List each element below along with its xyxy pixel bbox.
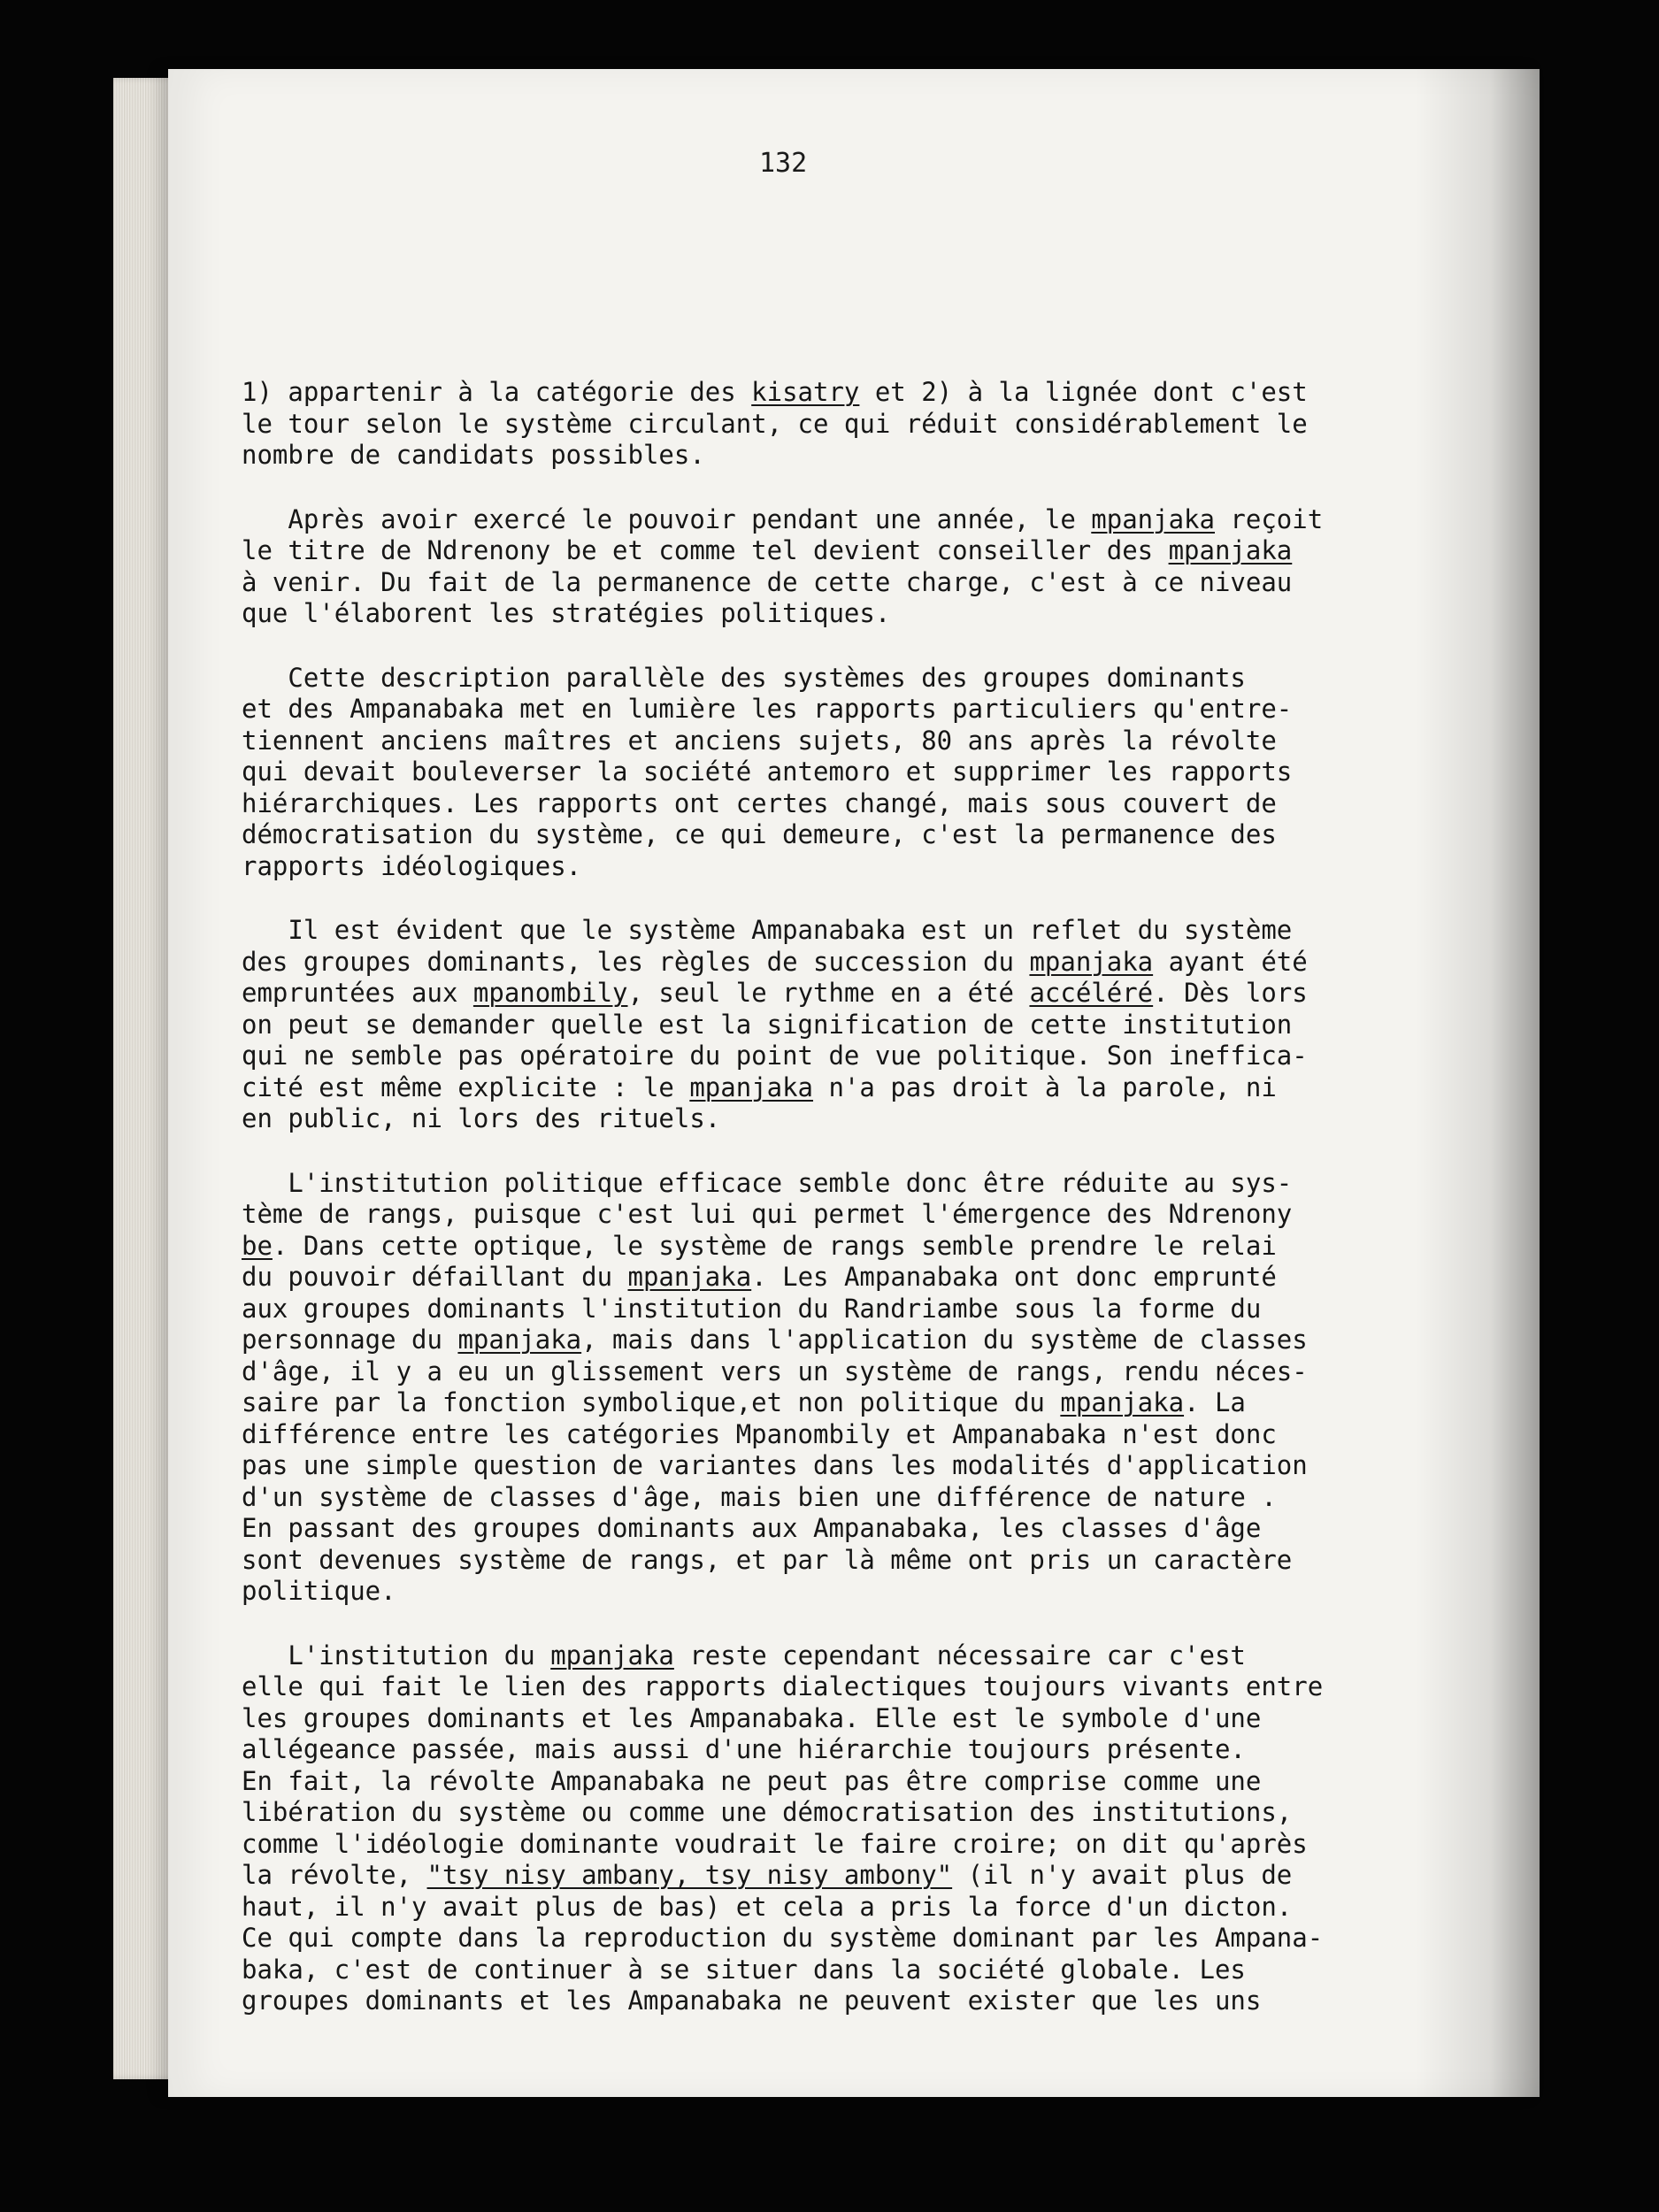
text-line [242,1829,1516,1861]
text-segment: qui devait bouleverser la société antemoro et supprimer les rapports [242,757,1293,787]
text-segment: reste cependant nécessaire car c'est [673,1640,1246,1671]
text-segment: Cette description parallèle des systèmes des groupes dominants [242,662,1246,693]
text-line [242,851,1516,883]
text-line [242,1419,1516,1451]
underlined-term: mpanjaka [627,1262,752,1292]
paragraph [242,1168,1516,1608]
text-segment: L'institution politique efficace semble donc être réduite au sys- [242,1167,1293,1198]
paragraph [242,504,1516,630]
text-segment: En passant des groupes dominants aux Ampanabaka, les classes d'âge [242,1513,1262,1543]
paragraph-gap [242,882,1516,915]
text-line [242,1262,1516,1294]
text-line [242,567,1516,599]
text-segment: libération du système ou comme une démocratisation des institutions, [242,1797,1293,1827]
text-segment: des groupes dominants, les règles de succession du [242,946,1030,977]
text-segment: sont devenues système de rangs, et par là même ont pris un caractère [242,1544,1293,1575]
text-segment: que l'élaborent les stratégies politiques. [242,598,891,628]
text-segment: d'âge, il y a eu un glissement vers un système de rangs, rendu néces- [242,1356,1308,1386]
text-line [242,1387,1516,1419]
text-line [242,1703,1516,1735]
text-segment: reçoit [1214,503,1324,534]
text-segment: démocratisation du système, ce qui demeure, c'est la permanence des [242,819,1277,849]
underlined-term: mpanombily [472,978,628,1008]
text-line [242,1450,1516,1482]
text-segment: du pouvoir défaillant du [242,1262,628,1292]
text-segment: politique. [242,1576,396,1606]
text-line [242,1325,1516,1356]
text-line [242,1294,1516,1325]
text-line [242,1671,1516,1703]
text-line [242,1640,1516,1672]
text-segment: le titre de Ndrenony be et comme tel devient conseiller des [242,535,1169,565]
text-line [242,1168,1516,1200]
text-segment: ayant été [1153,946,1308,977]
underlined-term: be [242,1230,273,1261]
text-line [242,788,1516,820]
underlined-term: mpanjaka [1029,946,1154,977]
text-line [242,663,1516,695]
underlined-term: mpanjaka [689,1071,814,1102]
text-segment: 1) appartenir à la catégorie des [242,377,752,407]
text-line [242,598,1516,630]
text-segment: haut, il n'y avait plus de bas) et cela a pris la force d'un dicton. [242,1891,1293,1922]
text-line [242,504,1516,536]
text-line [242,978,1516,1010]
text-line [242,440,1516,472]
text-segment: groupes dominants et les Ampanabaka ne peuvent exister que les uns [242,1985,1262,2016]
text-segment: comme l'idéologie dominante voudrait le faire croire; on dit qu'après [242,1828,1308,1859]
text-line [242,757,1516,788]
text-line [242,1766,1516,1798]
paragraph-gap [242,630,1516,663]
text-segment: cité est même explicite : le [242,1071,690,1102]
text-segment: . La [1184,1387,1246,1417]
paragraph-gap [242,1135,1516,1168]
paragraph [242,377,1516,472]
text-segment: En fait, la révolte Ampanabaka ne peut pas être comprise comme une [242,1765,1262,1796]
text-line [242,1923,1516,1955]
text-line [242,1985,1516,2017]
text-segment: elle qui fait le lien des rapports dialectiques toujours vivants entre [242,1671,1324,1701]
text-segment: . Dans cette optique, le système de rangs semble prendre le relai [272,1230,1277,1261]
underlined-term: mpanjaka [1091,503,1215,534]
text-segment: le tour selon le système circulant, ce qui réduit considérablement le [242,408,1308,439]
text-line [242,1356,1516,1388]
text-line [242,409,1516,441]
text-line [242,915,1516,947]
text-segment: hiérarchiques. Les rapports ont certes changé, mais sous couvert de [242,787,1277,818]
text-line [242,1576,1516,1608]
text-line [242,1231,1516,1263]
text-line [242,1513,1516,1545]
text-segment: nombre de candidats possibles. [242,440,705,470]
text-line [242,1892,1516,1924]
text-segment: allégeance passée, mais aussi d'une hiérarchie toujours présente. [242,1734,1246,1764]
paragraph [242,915,1516,1135]
text-segment: saire par la fonction symbolique,et non politique du [242,1387,1061,1417]
text-segment: on peut se demander quelle est la signification de cette institution [242,1009,1293,1040]
body-text [242,377,1516,2017]
text-line [242,1482,1516,1514]
text-line [242,377,1516,409]
text-line [242,1041,1516,1072]
text-segment: baka, c'est de continuer à se situer dans la société globale. Les [242,1954,1246,1985]
text-segment: en public, ni lors des rituels. [242,1103,721,1133]
text-segment: . Dès lors [1153,978,1308,1008]
text-segment: empruntées aux [242,978,473,1008]
text-line [242,1199,1516,1231]
text-line [242,1860,1516,1892]
text-line [242,1072,1516,1104]
page-number: 132 [759,148,808,179]
text-segment: et des Ampanabaka met en lumière les rapports particuliers qu'entre- [242,694,1293,724]
text-line [242,819,1516,851]
text-segment: tiennent anciens maîtres et anciens sujets, 80 ans après la révolte [242,725,1277,756]
text-segment: L'institution du [242,1640,551,1671]
text-line [242,694,1516,726]
text-segment: , seul le rythme en a été [627,978,1030,1008]
text-segment: différence entre les catégories Mpanombily et Ampanabaka n'est donc [242,1418,1277,1449]
text-line [242,1734,1516,1766]
text-segment: Il est évident que le système Ampanabaka est un reflet du système [242,915,1293,945]
text-line [242,1103,1516,1135]
underlined-term: mpanjaka [1168,535,1293,565]
underlined-term: mpanjaka [550,1640,674,1671]
underlined-term: mpanjaka [1060,1387,1185,1417]
text-segment: n'a pas droit à la parole, ni [813,1071,1277,1102]
text-line [242,947,1516,979]
text-segment: aux groupes dominants l'institution du Randriambe sous la forme du [242,1293,1262,1324]
text-segment: tème de rangs, puisque c'est lui qui permet l'émergence des Ndrenony [242,1199,1293,1229]
text-segment: qui ne semble pas opératoire du point de vue politique. Son ineffica- [242,1041,1308,1071]
text-segment: les groupes dominants et les Ampanabaka. Elle est le symbole d'une [242,1702,1262,1733]
text-segment: . Les Ampanabaka ont donc emprunté [751,1262,1277,1292]
paragraph [242,1640,1516,2017]
underlined-term: accéléré [1029,978,1154,1008]
paragraph-gap [242,1608,1516,1640]
text-line [242,1955,1516,1986]
text-segment: , mais dans l'application du système de classes [581,1325,1308,1355]
text-line [242,1010,1516,1041]
text-segment: la révolte, [242,1860,427,1890]
paragraph [242,663,1516,883]
paragraph-gap [242,472,1516,504]
text-segment: Ce qui compte dans la reproduction du système dominant par les Ampana- [242,1923,1324,1953]
text-segment: personnage du [242,1325,458,1355]
text-line [242,1797,1516,1829]
underlined-term: kisatry [751,377,860,407]
text-line [242,726,1516,757]
text-segment: Après avoir exercé le pouvoir pendant une année, le [242,503,1092,534]
text-segment: d'un système de classes d'âge, mais bien une différence de nature . [242,1481,1277,1512]
text-segment: et 2) à la lignée dont c'est [859,377,1308,407]
text-segment: (il n'y avait plus de [952,1860,1293,1890]
text-segment: à venir. Du fait de la permanence de cette charge, c'est à ce niveau [242,566,1293,597]
underlined-term: "tsy nisy ambany, tsy nisy ambony" [426,1860,953,1890]
text-segment: rapports idéologiques. [242,850,582,881]
text-line [242,535,1516,567]
underlined-term: mpanjaka [457,1325,582,1355]
text-line [242,1545,1516,1577]
text-segment: pas une simple question de variantes dans les modalités d'application [242,1450,1308,1480]
